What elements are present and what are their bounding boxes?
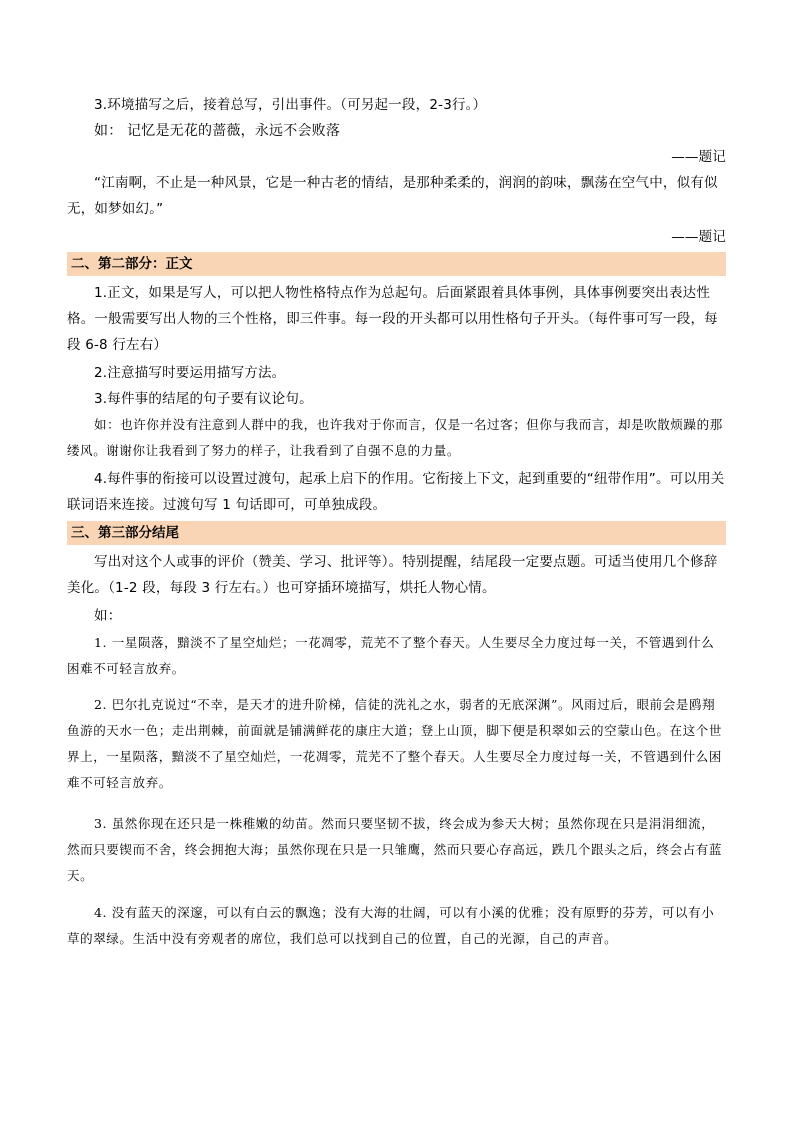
section-3-para-1: 写出对这个人或事的评价（赞美、学习、批评等）。特别提醒，结尾段一定要点题。可适当使用几个修辞美化。（1-2 段，每段 3 行左右。）也可穿插环境描写，烘托人物心情。 <box>67 554 718 596</box>
intro-example-line: 如： 记忆是无花的蔷薇，永远不会败落 <box>94 123 341 139</box>
ending-example-1: 1. 一星陨落，黯淡不了星空灿烂；一花凋零，荒芜不了整个春天。人生要尽全力度过每一关，不管遇到什么困难不可轻言放弃。 <box>67 635 715 676</box>
section-2-para-3: 3.每件事的结尾的句子要有议论句。 <box>94 391 313 407</box>
section-3-ru: 如： <box>94 608 122 624</box>
section-3-heading-band <box>67 521 726 545</box>
intro-quote: “江南啊，不止是一种风景，它是一种古老的情结，是那种柔柔的，润润的韵味，飘荡在空气中，似有似无，如梦如幻。” <box>67 175 718 217</box>
section-2-para-1: 1.正文，如果是写人，可以把人物性格特点作为总起句。后面紧跟着具体事例，具体事例要突出表达性格。一般需要写出人物的三个性格，即三件事。每一段的开头都可以用性格句子开头。（每件事可写一段，每段 6-8 行左右） <box>67 285 718 353</box>
section-2-para-2: 2.注意描写时要运用描写方法。 <box>94 365 286 381</box>
section-2-heading: 二、第二部分：正文 <box>71 256 193 272</box>
ending-example-2: 2. 巴尔扎克说过“不幸，是天才的进升阶梯，信徒的洗礼之水，弱者的无底深渊”。风雨过后，眼前会是鸥翔鱼游的天水一色；走出荆棘，前面就是铺满鲜花的康庄大道；登上山顶，脚下便是积翠如云的空蒙山色。在这个世界上，一星陨落，黯淡不了星空灿烂，一花凋零，荒芜不了整个春天。人生要尽全力度过每一关，不管遇到什么困难不可轻言放弃。 <box>67 697 723 790</box>
section-2-example: 如：也许你并没有注意到人群中的我，也许我对于你而言，仅是一名过客；但你与我而言，却是吹散烦躁的那缕风。谢谢你让我看到了努力的样子，让我看到了自强不息的力量。 <box>67 417 723 458</box>
section-2-heading-band <box>67 252 726 276</box>
intro-item-3: 3.环境描写之后，接着总写，引出事件。（可另起一段，2-3行。） <box>94 97 487 113</box>
tiji-1: ——题记 <box>671 149 726 165</box>
section-3-heading: 三、第三部分结尾 <box>71 525 179 541</box>
section-2-para-4: 4.每件事的衔接可以设置过渡句，起承上启下的作用。它衔接上下文，起到重要的“纽带作用”。可以用关联词语来连接。过渡句写 1 句话即可，可单独成段。 <box>67 471 725 513</box>
tiji-2: ——题记 <box>671 229 726 245</box>
ending-example-3: 3. 虽然你现在还只是一株稚嫩的幼苗。然而只要坚韧不拔，终会成为参天大树；虽然你现在只是涓涓细流，然而只要锲而不舍，终会拥抱大海；虽然你现在只是一只雏鹰，然而只要心存高远，跌几个跟头之后，终会占有蓝天。 <box>67 816 723 883</box>
ending-example-4: 4. 没有蓝天的深邃，可以有白云的飘逸；没有大海的壮阔，可以有小溪的优雅；没有原野的芬芳，可以有小草的翠绿。生活中没有旁观者的席位，我们总可以找到自己的位置，自己的光源，自己的声音。 <box>67 905 715 946</box>
